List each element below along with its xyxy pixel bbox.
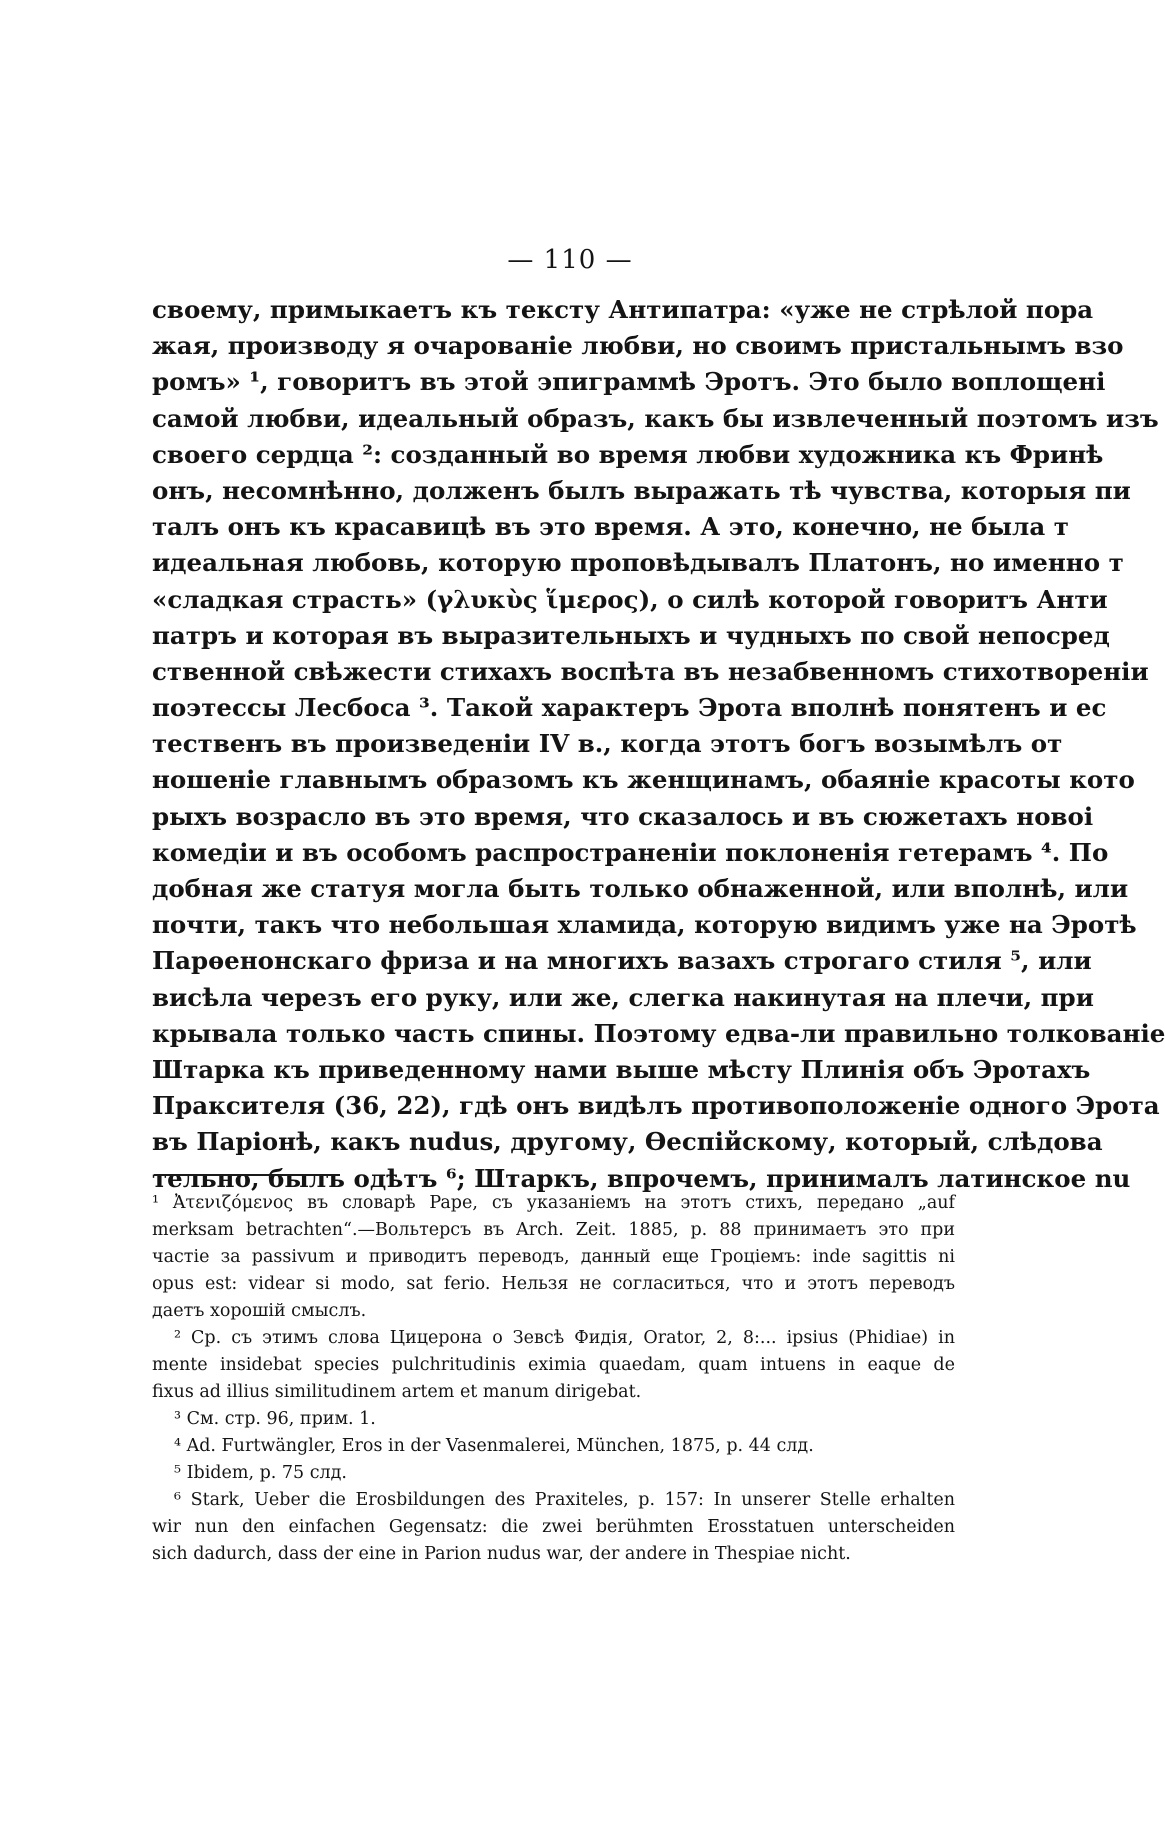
footnotes [152,1190,955,1568]
text-line: добная же статуя могла быть только обнаженной, или вполнѣ, или [152,874,1129,903]
text-line: крывала только часть спины. Поэтому едва-ли правильно толкованіе [152,1018,1165,1048]
text-line: своему, примыкаетъ къ тексту Антипатра: «уже не стрѣлой пора [152,295,1094,324]
text-line: тельно, былъ одѣтъ ⁶; Штаркъ, впрочемъ, принималъ латинское nu [152,1163,1131,1193]
footnote-line: ⁵ Ibidem, p. 75 слд. [174,1463,347,1483]
text-line: комедіи и въ особомъ распространеніи поклоненія гетерамъ ⁴. По [152,837,1109,867]
text-line: ношеніе главнымъ образомъ къ женщинамъ, обаяніе красоты кото [152,765,1135,795]
text-line: Парѳенонскаго фриза и на многихъ вазахъ строгаго стиля ⁵, или [152,946,1092,976]
footnote-line: sich dadurch, dass der eine in Parion nudus war, der andere in Thespiae nicht. [152,1544,851,1564]
footnote-line: ⁶ Stark, Ueber die Erosbildungen des Praxiteles, p. 157: In unserer Stelle erhalten [174,1490,955,1510]
footnote-line: даетъ хорошій смыслъ. [152,1301,367,1321]
text-line: ромъ» ¹, говоритъ въ этой эпиграммѣ Эротъ. Это было воплощені [152,367,1106,397]
text-line: ственной свѣжести стихахъ воспѣта въ незабвенномъ стихотвореніи [152,656,1149,686]
footnote-line: ³ См. стр. 96, прим. 1. [174,1409,376,1429]
footnote-line: ² Ср. съ этимъ слова Цицерона о Зевсѣ Фидія, Orator, 2, 8:... ipsius (Phidiae) in [174,1328,955,1348]
footnote-line: mente insidebat species pulchritudinis eximia quaedam, quam intuens in eaque de [152,1355,955,1375]
footnote-divider [154,1174,340,1176]
text-line: висѣла черезъ его руку, или же, слегка накинутая на плечи, при [152,982,1094,1012]
text-line: Штарка къ приведенному нами выше мѣсту Плинія объ Эротахъ [152,1054,1091,1084]
text-line: своего сердца ²: созданный во время любви художника къ Фринѣ [152,439,1104,469]
text-line: идеальная любовь, которую проповѣдывалъ Платонъ, но именно т [152,548,1124,578]
page-number: — 110 — [507,245,633,275]
text-line: самой любви, идеальный образъ, какъ бы извлеченный поэтомъ изъ [152,403,1159,433]
text-line: жая, производу я очарованіе любви, но своимъ пристальнымъ взо [152,331,1124,361]
text-line: поэтессы Лесбоса ³. Такой характеръ Эрота вполнѣ понятенъ и ес [152,693,1107,723]
footnote-line: ⁴ Ad. Furtwängler, Eros in der Vasenmalerei, München, 1875, p. 44 слд. [174,1436,814,1456]
footnote-line: fixus ad illius similitudinem artem et manum dirigebat. [152,1382,642,1402]
text-line: въ Паріонѣ, какъ nudus, другому, Ѳеспійскому, который, слѣдова [152,1127,1103,1157]
main-text [152,292,1165,1197]
text-line: рыхъ возрасло въ это время, что сказалось и въ сюжетахъ новоі [152,801,1094,831]
footnote-line: opus est: videar si modo, sat ferio. Нельзя не согласиться, что и этотъ переводъ [152,1274,955,1294]
text-line: онъ, несомнѣнно, долженъ былъ выражать тѣ чувства, которыя пи [152,475,1131,505]
text-line: Праксителя (36, 22), гдѣ онъ видѣлъ противоположеніе одного Эрота [152,1091,1160,1121]
text-line: тественъ въ произведеніи IV в., когда этотъ богъ возымѣлъ от [152,729,1063,759]
footnote-line: частіе за passivum и приводитъ переводъ, данный еще Гроціемъ: inde sagittis ni [152,1247,955,1267]
footnote-line: merksam betrachten“.—Вольтерсъ въ Arch. Zeit. 1885, p. 88 принимаетъ это при [152,1220,955,1240]
text-line: патръ и которая въ выразительныхъ и чудныхъ по свой непосред [152,620,1110,650]
footnote-line: ¹ Ἀτενιζόμενος въ словарѣ Pape, съ указаніемъ на этотъ стихъ, передано „auf [152,1193,955,1213]
text-line: почти, такъ что небольшая хламида, которую видимъ уже на Эротѣ [152,910,1137,940]
footnote-line: wir nun den einfachen Gegensatz: die zwei berühmten Erosstatuen unterscheiden [152,1517,955,1537]
text-line: «сладкая страсть» (γλυκὺς ἵμερος), о силѣ которой говоритъ Анти [152,584,1108,614]
text-line: талъ онъ къ красавицѣ въ это время. А это, конечно, не была т [152,512,1069,542]
